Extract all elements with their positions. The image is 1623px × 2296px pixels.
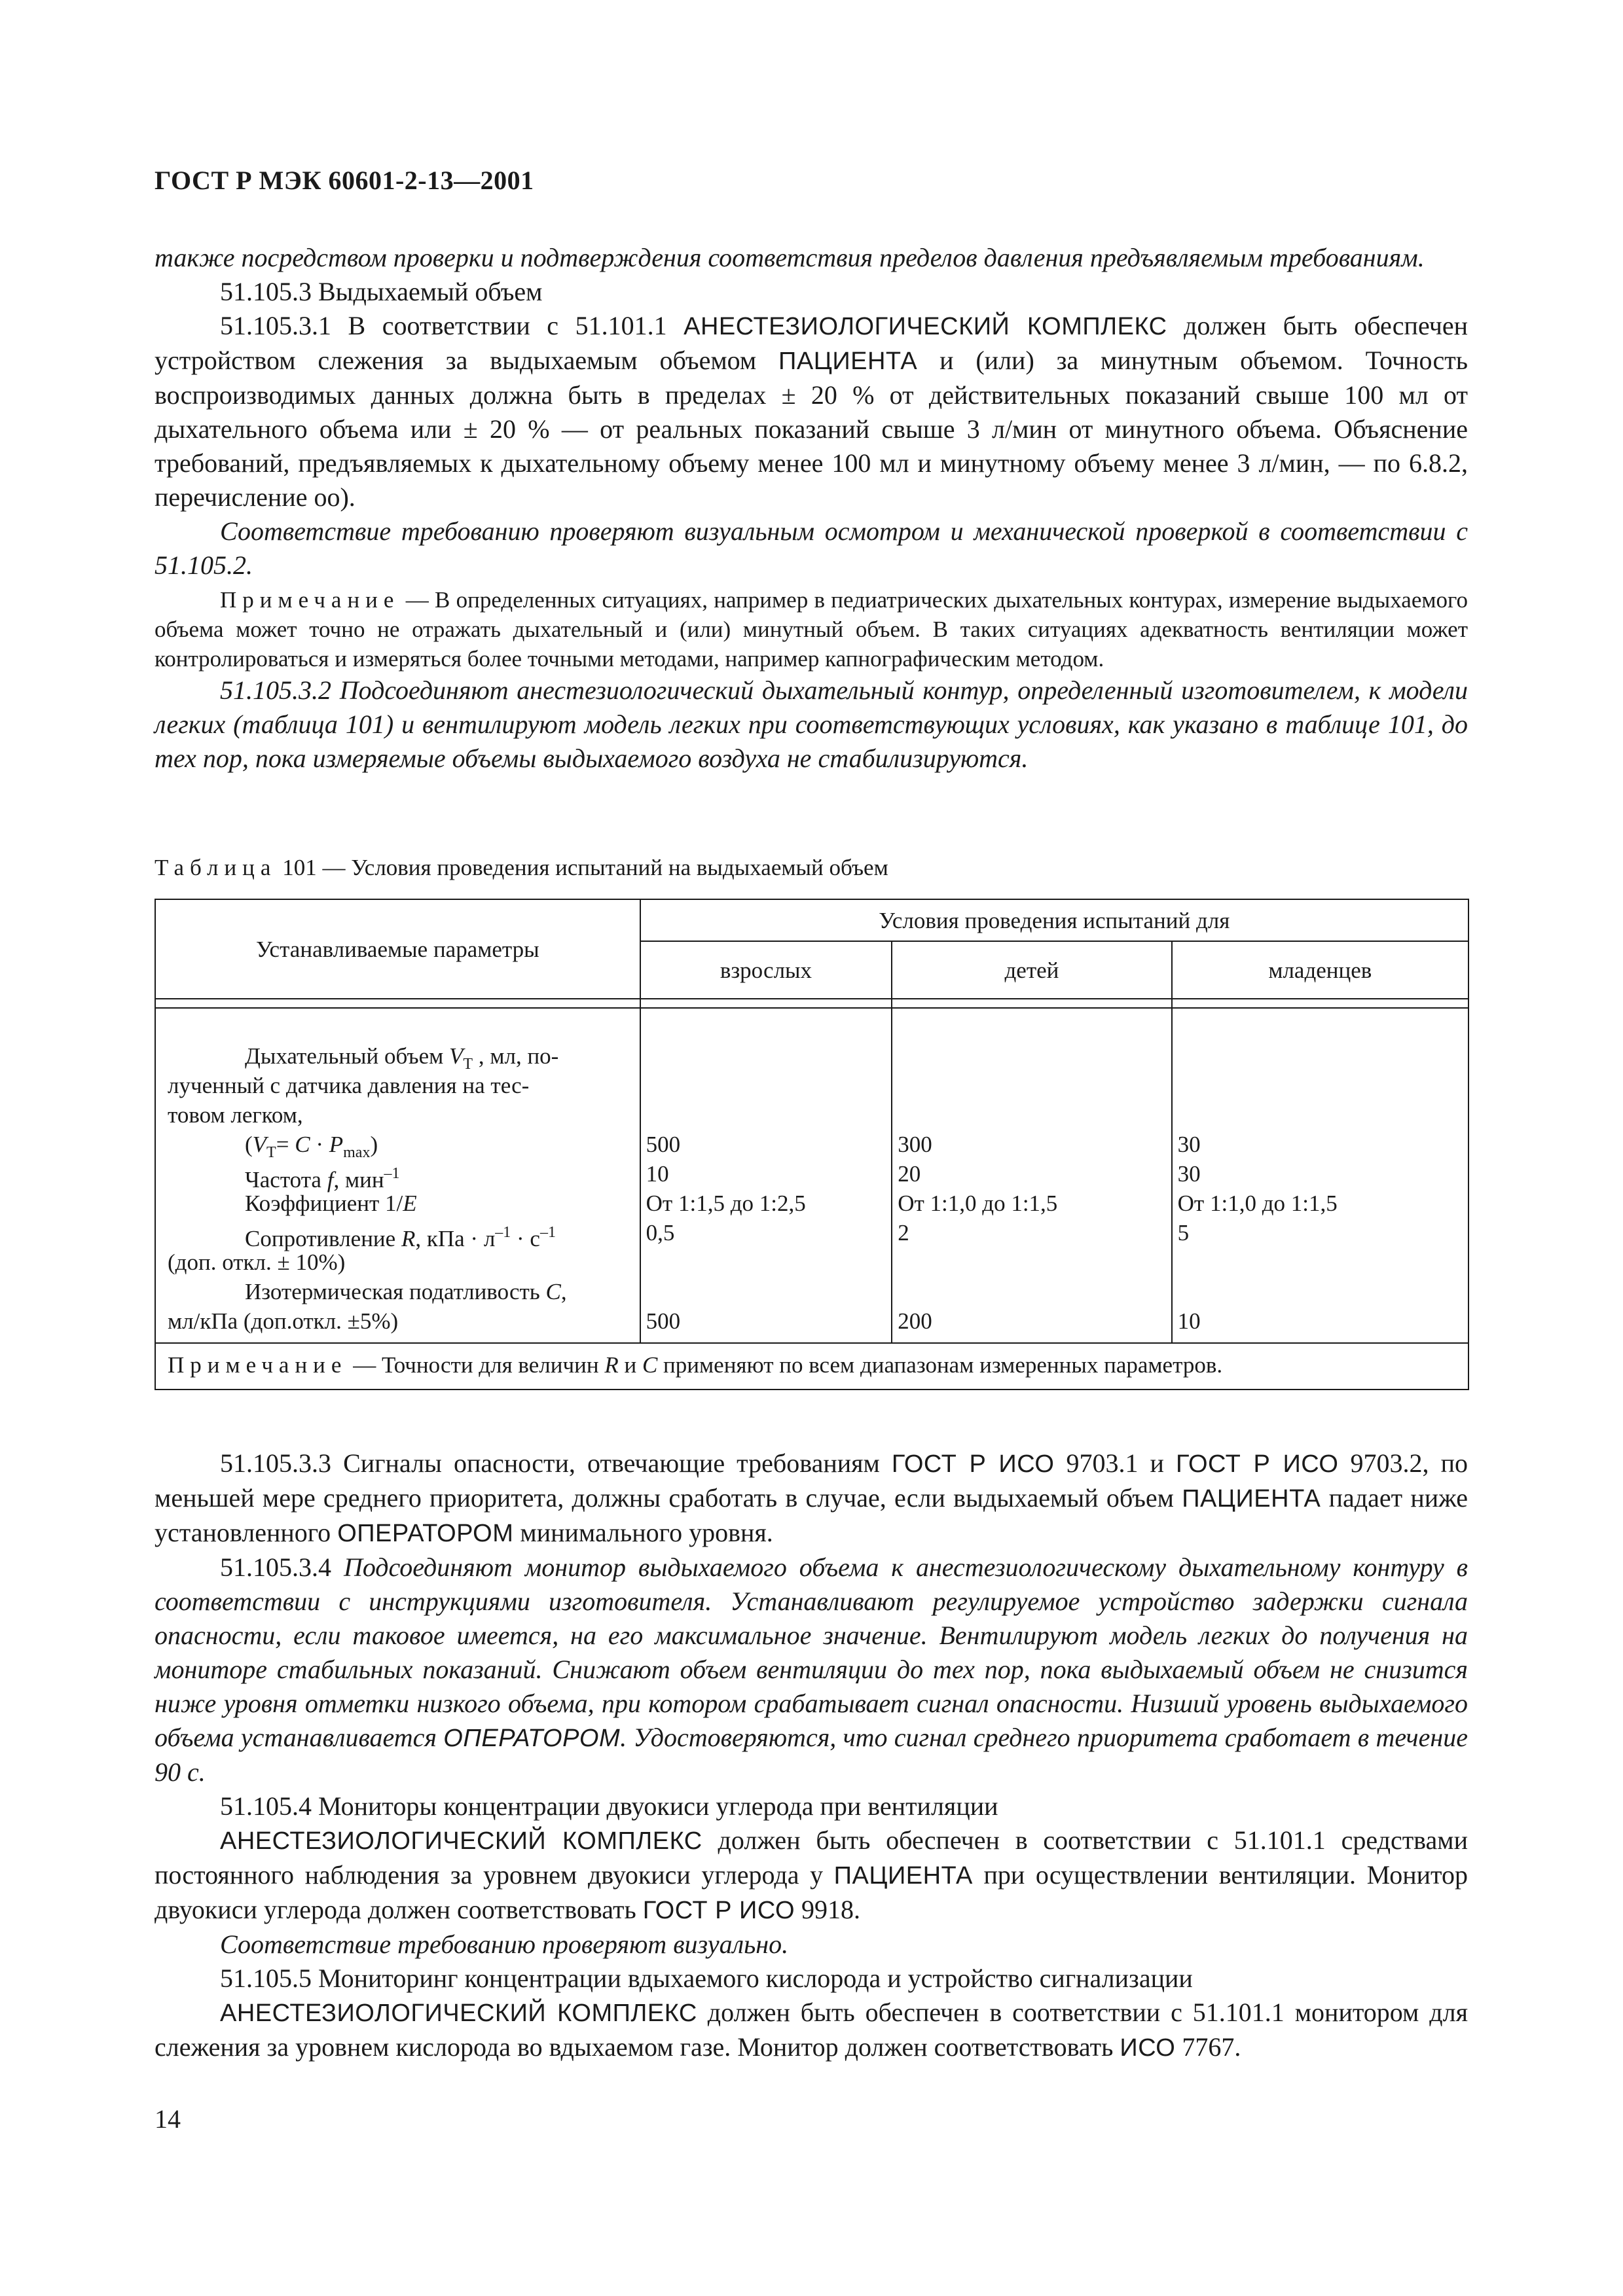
parameters-column	[155, 1008, 640, 1343]
section-heading-51-105-4: 51.105.4 Мониторы концентрации двуокиси углерода при вентиляции	[220, 1791, 998, 1821]
children-compliance: 200	[898, 1308, 932, 1334]
note-label: Примечание	[220, 587, 400, 613]
infants-coefficient: От 1:1,0 до 1:1,5	[1177, 1191, 1338, 1216]
param-tidal-volume-formula: $(V_T= C \cdot P_{max})$	[245, 1132, 378, 1161]
paragraph-51-105-3-2: 51.105.3.2 Подсоединяют анестезиологический дыхательный контур, определенный изготовителем, к модели легких (таблица 101) и вентилируют модель легких при соответствующих условиях, как указано в таблице 101, до тех пор, пока измеряемые объемы выдыхаемого воздуха не стабилизируются.	[155, 675, 1468, 773]
paragraph-51-105-3-1: 51.105.3.1 В соответствии с 51.101.1 АНЕСТЕЗИОЛОГИЧЕСКИЙ КОМПЛЕКС должен быть обеспечен устройством слежения за выдыхаемым объемом ПАЦИЕНТА и (или) за минутным объемом. Точность воспроизводимых данных должна быть в пределах ± 20 % от действительных показаний свыше 100 мл от дыхательного объема или ± 20 % — от реальных показаний свыше 3 л/мин от минутного объема. Объяснение требований, предъявляемых к дыхательному объему менее 100 мл и минутному объему менее 3 л/мин, — по 6.8.2, перечисление оо).	[155, 311, 1468, 512]
section-heading-51-105-5: 51.105.5 Мониторинг концентрации вдыхаемого кислорода и устройство сигнализации	[220, 1964, 1193, 1993]
header-cell-children: детей	[892, 941, 1171, 999]
infants-frequency: 30	[1177, 1161, 1201, 1187]
test-conditions-table	[155, 899, 1469, 1390]
header-cell-adults: взрослых	[640, 941, 892, 999]
children-tidal-volume: 300	[898, 1132, 932, 1157]
header-separator	[155, 999, 640, 1008]
param-compliance-line2: мл/кПа (доп.откл. ±5%)	[168, 1308, 399, 1334]
paragraph-continuation: также посредством проверки и подтверждения соответствия пределов давления предъявляемым требованиям.	[155, 243, 1425, 272]
infants-compliance: 10	[1177, 1308, 1201, 1334]
paragraph-51-105-3-3: 51.105.3.3 Сигналы опасности, отвечающие требованиям ГОСТ Р ИСО 9703.1 и ГОСТ Р ИСО 9703.2, по меньшей мере среднего приоритета, должны сработать в случае, если выдыхаемый объем ПАЦИЕНТА падает ниже установленного ОПЕРАТОРОМ минимального уровня.	[155, 1448, 1468, 1547]
param-resistance-tolerance: (доп. откл. ± 10%)	[168, 1249, 346, 1275]
note-paragraph: Примечание — В определенных ситуациях, например в педиатрических дыхательных контурах, измерение выдыхаемого объема может точно не отражать дыхательный и (или) минутный объем. В таких ситуациях адекватность вентиляции может контролироваться и измеряться более точными методами, например капнографическим методом.	[155, 587, 1468, 672]
param-tidal-volume-line2: лученный с датчика давления на тес-	[168, 1073, 530, 1098]
table-caption: Таблица 101 — Условия проведения испытаний на выдыхаемый объем	[155, 855, 888, 880]
header-separator	[640, 999, 892, 1008]
paragraph-oxygen-monitor: АНЕСТЕЗИОЛОГИЧЕСКИЙ КОМПЛЕКС должен быть обеспечен в соответствии с 51.101.1 монитором для слежения за уровнем кислорода во вдыхаемом газе. Монитор должен соответствовать ИСО 7767.	[155, 1998, 1468, 2062]
children-column	[892, 1008, 1171, 1343]
param-coefficient: Коэффициент 1/E	[245, 1191, 417, 1216]
adults-compliance: 500	[646, 1308, 681, 1334]
children-resistance: 2	[898, 1220, 909, 1246]
paragraph-51-105-3-4: 51.105.3.4 Подсоединяют монитор выдыхаемого объема к анестезиологическому дыхательному контуру в соответствии с инструкциями изготовителя. Устанавливают регулируемое устройство задержки сигнала опасности, если таковое имеется, на его максимальное значение. Вентилируют модель легких до получения на мониторе стабильных показаний. Снижают объем вентиляции до тех пор, пока выдыхаемый объем не снизится ниже уровня отметки низкого объема, при котором срабатывает сигнал опасности. Низший уровень выдыхаемого объема устанавливается ОПЕРАТОРОМ. Удостоверяются, что сигнал среднего приоритета сработает в течение 90 с.	[155, 1552, 1468, 1787]
header-cell-test-conditions: Условия проведения испытаний для	[640, 899, 1468, 941]
param-compliance: Изотермическая податливость C,	[245, 1279, 567, 1304]
param-frequency: Частота f, мин$^{-1}$	[245, 1165, 400, 1193]
page-header-standard-title: ГОСТ Р МЭК 60601-2-13—2001	[155, 166, 534, 195]
children-frequency: 20	[898, 1161, 921, 1187]
adults-column	[640, 1008, 892, 1343]
adults-resistance: 0,5	[646, 1220, 675, 1246]
param-tidal-volume: Дыхательный объем $V_T$ , мл, по-	[245, 1043, 559, 1073]
adults-frequency: 10	[646, 1161, 669, 1187]
compliance-statement: Соответствие требованию проверяют визуальным осмотром и механической проверкой в соответствии с 51.105.2.	[155, 516, 1468, 580]
page-number: 14	[155, 2104, 181, 2134]
bottom-text-block	[155, 1446, 1468, 2065]
compliance-visual-statement: Соответствие требованию проверяют визуально.	[220, 1929, 789, 1959]
adults-coefficient: От 1:1,5 до 1:2,5	[646, 1191, 806, 1216]
paragraph-co2-monitor: АНЕСТЕЗИОЛОГИЧЕСКИЙ КОМПЛЕКС должен быть обеспечен в соответствии с 51.101.1 средствами постоянного наблюдения за уровнем двуокиси углерода у ПАЦИЕНТА при осуществлении вентиляции. Монитор двуокиси углерода должен соответствовать ГОСТ Р ИСО 9918.	[155, 1825, 1468, 1924]
infants-column	[1172, 1008, 1468, 1343]
header-separator	[892, 999, 1171, 1008]
header-cell-parameters: Устанавливаемые параметры	[155, 899, 640, 999]
param-resistance: Сопротивление R, кПа · $л^{-1} \cdot с^{-1}$	[245, 1224, 556, 1251]
param-tidal-volume-line3: товом легком,	[168, 1102, 303, 1128]
infants-tidal-volume: 30	[1177, 1132, 1201, 1157]
header-separator	[1172, 999, 1468, 1008]
adults-tidal-volume: 500	[646, 1132, 681, 1157]
section-heading-51-105-3: 51.105.3 Выдыхаемый объем	[220, 277, 543, 306]
infants-resistance: 5	[1177, 1220, 1190, 1246]
table-note: Примечание — Точности для величин R и C применяют по всем диапазонам измеренных параметров.	[155, 1343, 1468, 1390]
header-cell-infants: младенцев	[1172, 941, 1468, 999]
children-coefficient: От 1:1,0 до 1:1,5	[898, 1191, 1058, 1216]
top-text-block	[155, 241, 1468, 776]
